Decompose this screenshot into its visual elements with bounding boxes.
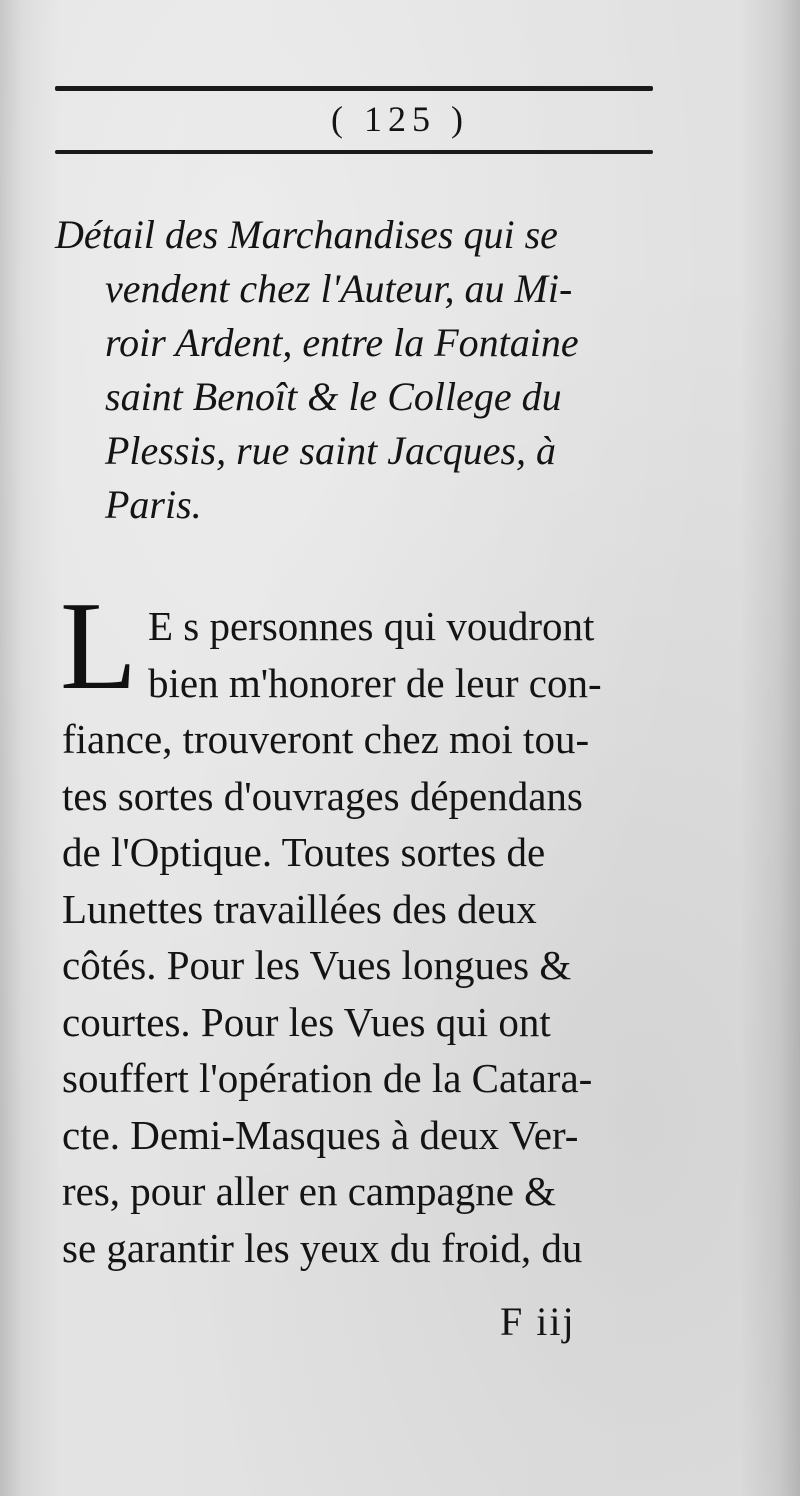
body-line: de l'Optique. Toutes sortes de xyxy=(62,829,546,875)
body-line: bien m'honorer de leur con- xyxy=(148,659,602,706)
body-line: E s personnes qui voudront xyxy=(148,603,595,649)
bottom-rule xyxy=(55,150,653,154)
heading-line: roir Ardent, entre la Fontaine xyxy=(105,320,579,365)
heading-line: vendent chez l'Auteur, au Mi- xyxy=(105,266,573,311)
body-line: Lunettes travaillées des deux xyxy=(62,885,537,932)
body-line: courtes. Pour les Vues qui ont xyxy=(62,998,551,1045)
heading-line: Détail des Marchandises qui se xyxy=(55,212,558,257)
section-heading xyxy=(55,208,675,532)
page-number: ( 125 ) xyxy=(331,99,469,139)
heading-line: Plessis, rue saint Jacques, à xyxy=(105,428,557,473)
body-text xyxy=(62,598,682,1276)
body-line: tes sortes d'ouvrages dépendans xyxy=(62,772,583,819)
body-line: fiance, trouveront chez moi tou- xyxy=(62,716,590,762)
body-line: cte. Demi-Masques à deux Ver- xyxy=(62,1111,579,1158)
body-line: res, pour aller en campagne & xyxy=(62,1168,557,1214)
heading-line: saint Benoît & le College du xyxy=(105,374,562,419)
heading-line: Paris. xyxy=(105,482,202,527)
body-line: côtés. Pour les Vues longues & xyxy=(62,942,572,988)
body-line: se garantir les yeux du froid, du xyxy=(62,1224,583,1271)
signature-mark: F iij xyxy=(500,1299,576,1344)
top-rule xyxy=(55,86,653,91)
body-line: souffert l'opération de la Catara- xyxy=(62,1055,593,1101)
drop-cap: L xyxy=(60,577,137,716)
